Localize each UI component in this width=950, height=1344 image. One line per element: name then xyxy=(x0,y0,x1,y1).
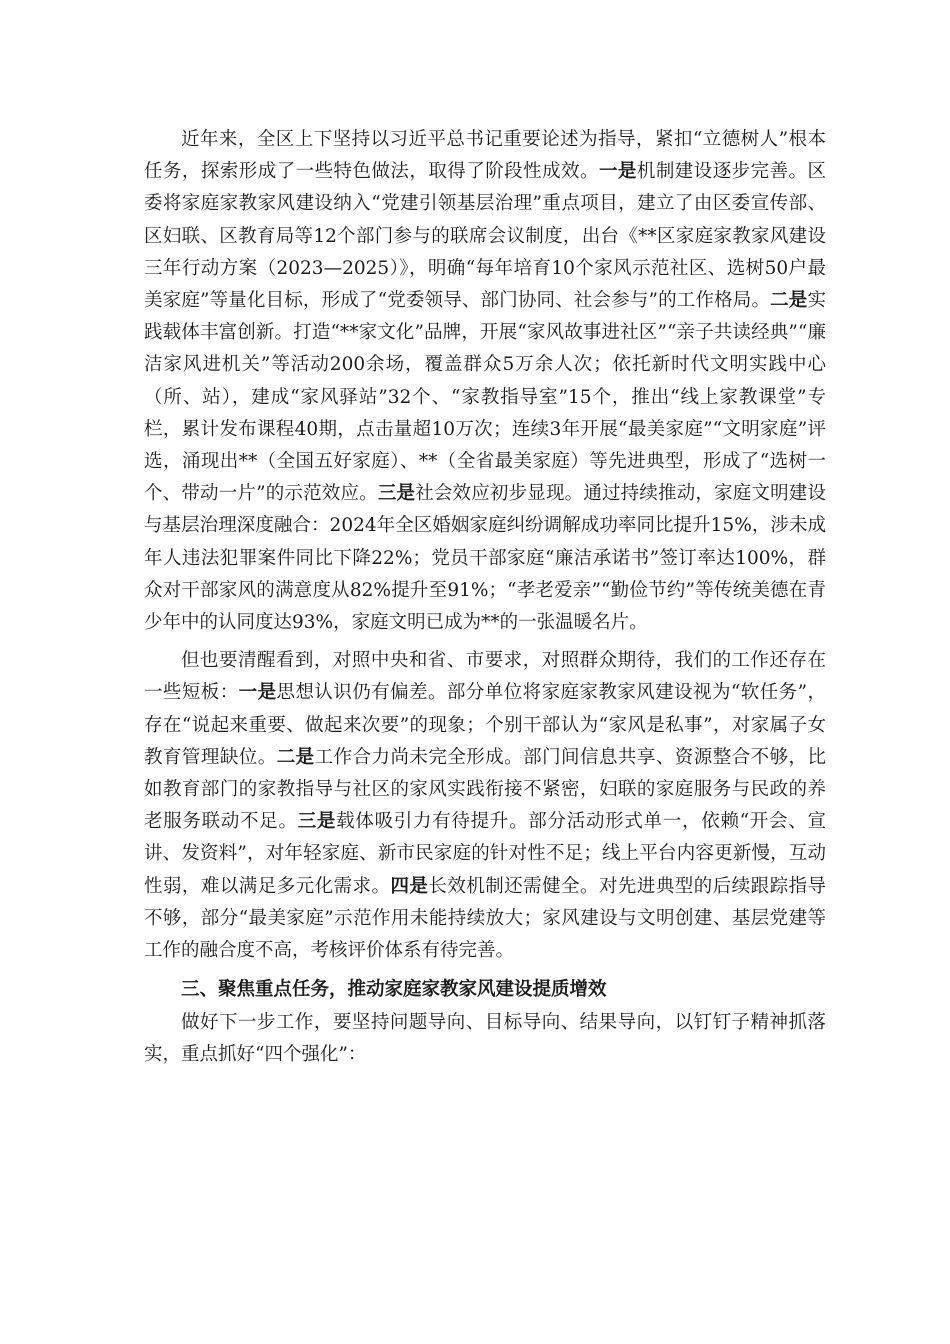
paragraph-text: 工作合力尚未完全形成。部门间信息共享、资源整合不够，比如教育部门的家教指导与社区的家风实践衔接不紧密，妇联的家庭服务与民政的养老服务联动不足。 xyxy=(144,746,826,833)
document-page xyxy=(144,124,826,1072)
paragraph-shortcomings xyxy=(144,645,826,967)
point-marker-one: 一是 xyxy=(238,682,277,704)
point-marker-four: 四是 xyxy=(390,875,429,897)
paragraph-achievements xyxy=(144,124,826,639)
section-heading: 三、聚焦重点任务，推动家庭家教家风建设提质增效 xyxy=(181,979,607,1001)
paragraph-text: 思想认识仍有偏差。部分单位将家庭家教家风建设视为“软任务”，存在“说起来重要、做起来次要”的现象；个别干部认为“家风是私事”，对家属子女教育管理缺位。 xyxy=(144,682,826,768)
point-marker-three: 三是 xyxy=(377,483,416,505)
point-marker-one: 一是 xyxy=(598,161,637,183)
point-marker-three: 三是 xyxy=(297,811,337,833)
point-marker-two: 二是 xyxy=(276,746,315,768)
paragraph-closing: 做好下一步工作，要坚持问题导向、目标导向、结果导向，以钉钉子精神抓落实，重点抓好“四个强化”： xyxy=(144,1012,826,1066)
point-marker-two: 二是 xyxy=(770,290,808,312)
paragraph-text: 长效机制还需健全。对先进典型的后续跟踪指导不够，部分“最美家庭”示范作用未能持续放大；家风建设与文明创建、基层党建等工作的融合度不高，考核评价体系有待完善。 xyxy=(144,875,826,962)
paragraph-text: 社会效应初步显现。通过持续推动，家庭文明建设与基层治理深度融合：2024年全区婚姻家庭纠纷调解成功率同比提升15%，涉未成年人违法犯罪案件同比下降22%；党员干部家庭“廉洁承诺书”签订率达100%，群众对干部家风的满意度从82%提升至91%；“孝老爱亲”“勤俭节约”等传统美德在青少年中的认同度达93%，家庭文明已成为**的一张温暖名片。 xyxy=(144,483,826,634)
paragraph-text: 实践载体丰富创新。打造“**家文化”品牌，开展“家风故事进社区”“亲子共读经典”“廉洁家风进机关”等活动200余场，覆盖群众5万余人次；依托新时代文明实践中心（所、站），建成“家风驿站”32个、“家教指导室”15个，推出“线上家教课堂”专栏，累计发布课程40期，点击量超10万次；连续3年开展“最美家庭”“文明家庭”评选，涌现出**（全国五好家庭）、**（全省最美家庭）等先进典型，形成了“选树一个、带动一片”的示范效应。 xyxy=(144,290,826,505)
paragraph-text: 但也要清醒看到，对照中央和省、市要求，对照群众期待，我们的工作还存在一些短板： xyxy=(144,650,826,704)
paragraph-text: 载体吸引力有待提升。部分活动形式单一，依赖“开会、宣讲、发资料”，对年轻家庭、新市民家庭的针对性不足；线上平台内容更新慢，互动性弱，难以满足多元化需求。 xyxy=(144,811,826,897)
paragraph-text: 机制建设逐步完善。区委将家庭家教家风建设纳入“党建引领基层治理”重点项目，建立了由区委宣传部、区妇联、区教育局等12个部门参与的联席会议制度，出台《**区家庭家教家风建设三年行动方案（2023—2025）》，明确“每年培育10个家风示范社区、选树50户最美家庭”等量化目标，形成了“党委领导、部门协同、社会参与”的工作格局。 xyxy=(144,161,826,312)
paragraph-text: 近年来，全区上下坚持以习近平总书记重要论述为指导，紧扣“立德树人”根本任务，探索形成了一些特色做法，取得了阶段性成效。 xyxy=(144,129,826,183)
